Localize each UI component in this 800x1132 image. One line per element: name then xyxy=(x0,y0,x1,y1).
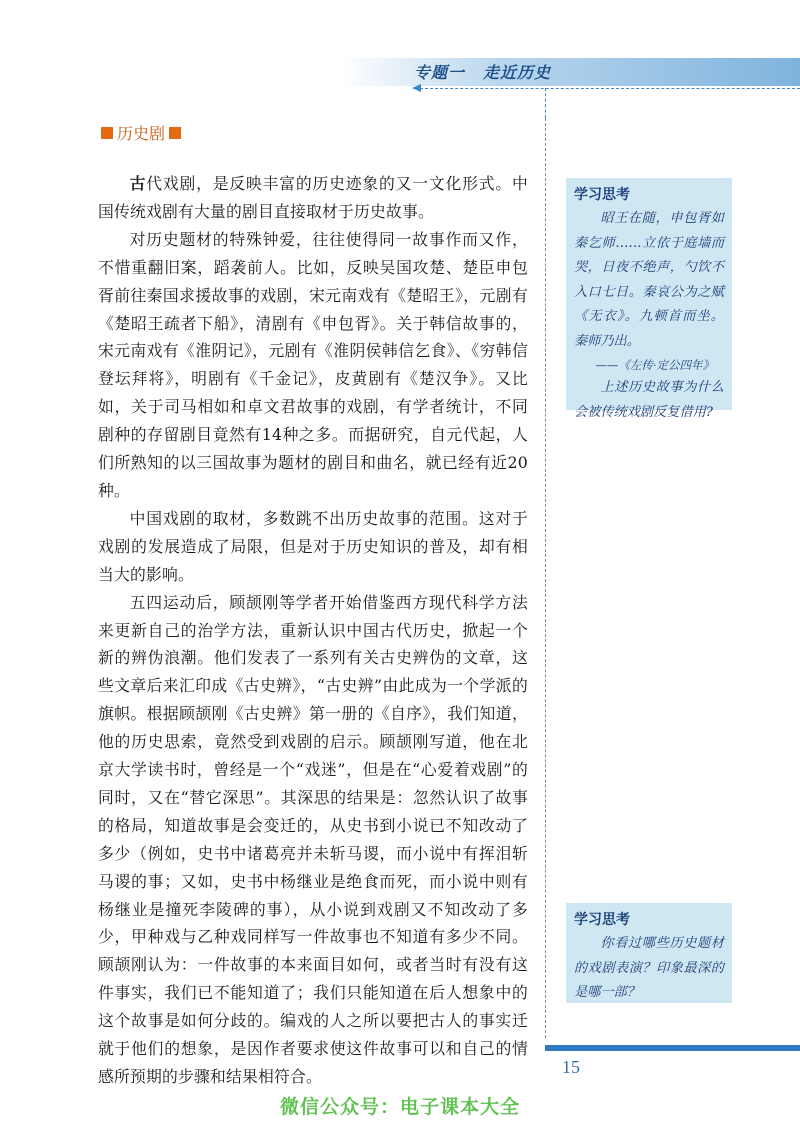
study-box-source: ——《左传·定公四年》 xyxy=(595,358,714,372)
header-rule xyxy=(420,88,800,89)
header-band xyxy=(340,58,800,86)
paragraph-text: 代戏剧，是反映丰富的历史迹象的又一文化形式。中国传统戏剧有大量的剧目直接取材于历史故事。 xyxy=(98,174,529,221)
study-box-title: 学习思考 xyxy=(574,912,630,928)
square-bullet-icon xyxy=(101,127,113,139)
margin-divider xyxy=(545,118,546,1038)
page-number: 15 xyxy=(562,1057,580,1077)
paragraph xyxy=(98,170,528,226)
study-box-question: 你看过哪些历史题材的戏剧表演？印象最深的是哪一部？ xyxy=(574,936,724,1000)
study-box xyxy=(566,903,732,1003)
chapter-title: 走近历史 xyxy=(483,63,552,82)
study-box xyxy=(566,178,732,420)
watermark: 微信公众号：电子课本大全 xyxy=(279,1096,520,1118)
square-bullet-icon xyxy=(169,127,181,139)
chapter-header xyxy=(414,60,551,83)
chapter-label: 专题一 xyxy=(414,63,466,82)
arrow-left-icon xyxy=(412,84,421,92)
study-box-title: 学习思考 xyxy=(574,187,630,203)
study-box-quote: 昭王在随，申包胥如秦乞师……立依于庭墙而哭，日夜不绝声，勺饮不入口七日。秦哀公为之赋《无衣》。九顿首而坐。秦师乃出。 xyxy=(574,211,724,349)
section-title: 历史剧 xyxy=(117,124,166,143)
paragraph: 五四运动后，顾颉刚等学者开始借鉴西方现代科学方法来更新自己的治学方法，重新认识中国古代历史，掀起一个新的辨伪浪潮。他们发表了一系列有关古史辨伪的文章，这些文章后来汇印成《古史辨》，“古史辨”由此成为一个学派的旗帜。根据顾颉刚《古史辨》第一册的《自序》，我们知道，他的历史思索，竟然受到戏剧的启示。顾颉刚写道，他在北京大学读书时，曾经是一个“戏迷”，但是在“心爱着戏剧”的同时，又在“替它深思”。其深思的结果是：忽然认识了故事的格局，知道故事是会变迁的，从史书到小说已不知改动了多少（例如，史书中诸葛亮并未斩马谡，而小说中有挥泪斩马谡的事；又如，史书中杨继业是绝食而死，而小说中则有杨继业是撞死李陵碑的事），从小说到戏剧又不知改动了多少，甲种戏与乙种戏同样写一件故事也不知道有多少不同。顾颉刚认为：一件故事的本来面目如何，或者当时有没有这件事实，我们已不能知道了；我们只能知道在后人想象中的这个故事是如何分歧的。编戏的人之所以要把古人的事实迁就于他们的想象，是因作者要求使这件故事可以和自己的情感所预期的步骤和结果相符合。 xyxy=(98,592,528,1086)
header-corner-divider xyxy=(545,88,546,118)
section-heading xyxy=(101,121,181,144)
paragraph: 中国戏剧的取材，多数跳不出历史故事的范围。这对于戏剧的发展造成了局限，但是对于历史知识的普及，却有相当大的影响。 xyxy=(98,508,528,584)
footer-bar xyxy=(545,1045,800,1051)
main-text xyxy=(98,170,528,1091)
study-box-question: 上述历史故事为什么会被传统戏剧反复借用? xyxy=(574,380,724,420)
paragraph-lead-char: 古 xyxy=(129,174,147,193)
paragraph: 对历史题材的特殊钟爱，往往使得同一故事作而又作，不惜重翻旧案，蹈袭前人。比如，反映吴国攻楚、楚臣申包胥前往秦国求援故事的戏剧，宋元南戏有《楚昭王》，元剧有《楚昭王疏者下船》，清剧有《申包胥》。关于韩信故事的，宋元南戏有《淮阴记》，元剧有《淮阴侯韩信乞食》、《穷韩信登坛拜将》，明剧有《千金记》，皮黄剧有《楚汉争》。又比如，关于司马相如和卓文君故事的戏剧，有学者统计，不同剧种的存留剧目竟然有14种之多。而据研究，自元代起，人们所熟知的以三国故事为题材的剧目和曲名，就已经有近20种。 xyxy=(98,229,528,500)
